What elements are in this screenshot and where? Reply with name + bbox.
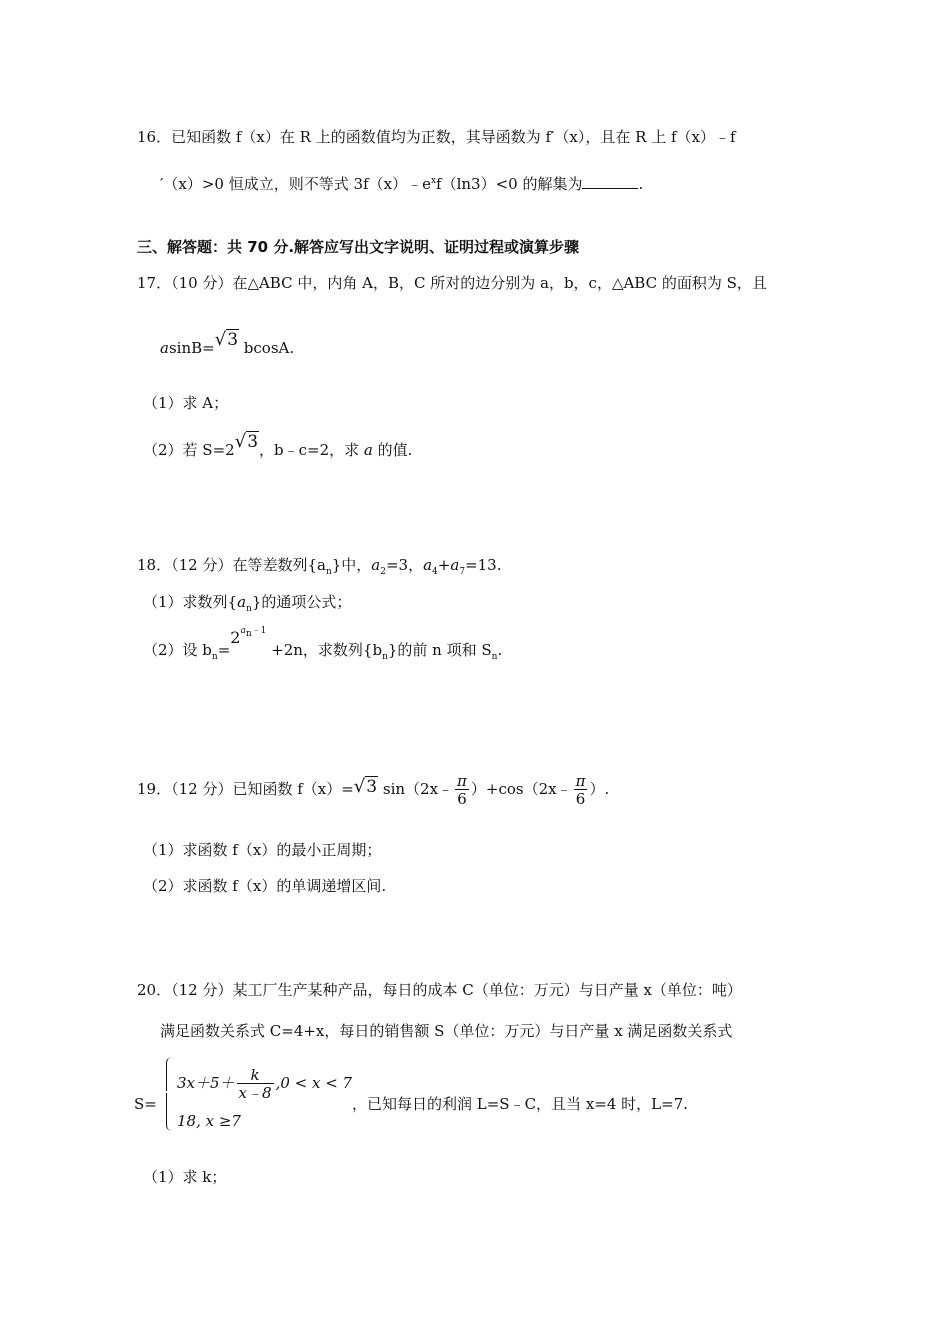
q18-part1: （1）求数列$\{a_n\}$的通项公式； — [143, 593, 352, 614]
q17-part1: （1）求 A； — [143, 394, 229, 412]
section-heading: 三、解答题：共 70 分.解答应写出文字说明、证明过程或演算步骤 — [137, 238, 580, 256]
q16-line2-a: ′（x）>0 恒成立，则不等式 3f（x）﹣e — [160, 175, 431, 193]
q20-part1: （1）求 k； — [143, 1168, 227, 1186]
q17-line1: 17．（10 分）在△ABC 中，内角 A，B，C 所对的边分别为 a，b，c，△ABC 的面积为 S，且 — [137, 274, 767, 292]
power-base: 2 — [230, 628, 241, 647]
q16-line2 — [160, 171, 643, 194]
q19-part1: （1）求函数 f（x）的最小正周期； — [143, 841, 382, 859]
sqrt-symbol: √3 — [214, 329, 239, 350]
q16-line2-b: f（ln3）<0 的解集为 — [436, 175, 583, 193]
sqrt-symbol: √3 — [353, 776, 378, 797]
q17-part2: （2）若 S=2√3，b﹣c=2，求 a 的值. — [143, 431, 413, 459]
q18-part2: （2）设 $b_n=2^{a_n﹣1} +2n$，求数列$\{b_n\}$的前 n 项和 $S_n$. — [143, 626, 503, 662]
piecewise-case2: 18, x ≥7 — [177, 1112, 241, 1130]
q17-eq-c: bcosA. — [239, 339, 295, 357]
q19-line1: 19．（12 分）已知函数 f（x）=√3 sin（2x﹣ $\frac{\pi}{6}$ ）+cos（2x﹣ $\frac{\pi}{6}$ ）. — [137, 758, 609, 820]
piecewise-brace — [166, 1057, 175, 1131]
q20-tail: ，已知每日的利润 L=S﹣C，且当 x=4 时，L=7. — [352, 1095, 689, 1113]
pi-over-six-fraction: $\frac{\pi}{6}$ — [575, 771, 586, 808]
power-exponent: an﹣1 — [240, 626, 267, 639]
q20-line2: 满足函数关系式 C=4+x，每日的销售额 S（单位：万元）与日产量 x 满足函数关系式 — [160, 1022, 733, 1040]
q17-eq-b: sinB= — [168, 339, 215, 357]
q20-line1: 20．（12 分）某工厂生产某种产品，每日的成本 C（单位：万元）与日产量 x（单位：吨） — [137, 981, 742, 999]
piecewise-case1: 3x＋5＋ $\frac{k}{x﹣8}$ ,0 < x < 7 — [177, 1065, 353, 1102]
q17-var-a: a — [160, 339, 169, 357]
q17-equation — [160, 329, 295, 358]
s-label: S= — [134, 1095, 157, 1113]
k-fraction: $\frac{k}{x﹣8}$ — [238, 1065, 272, 1102]
pi-over-six-fraction: $\frac{\pi}{6}$ — [457, 771, 467, 808]
answer-blank — [582, 174, 638, 189]
sqrt-symbol: √3 — [234, 431, 259, 452]
q16-line2-sup: x — [430, 176, 437, 186]
q16-line1: 16．已知函数 f（x）在 R 上的函数值均为正数，其导函数为 f′（x），且在 R 上 f（x）﹣f — [137, 128, 736, 146]
q16-line2-c: . — [638, 175, 644, 193]
q18-line1: 18．（12 分）在等差数列$\{a_n\}$中，$a_2=3$，$a_4+a_7=13$. — [137, 556, 502, 577]
q19-part2: （2）求函数 f（x）的单调递增区间. — [143, 877, 387, 895]
